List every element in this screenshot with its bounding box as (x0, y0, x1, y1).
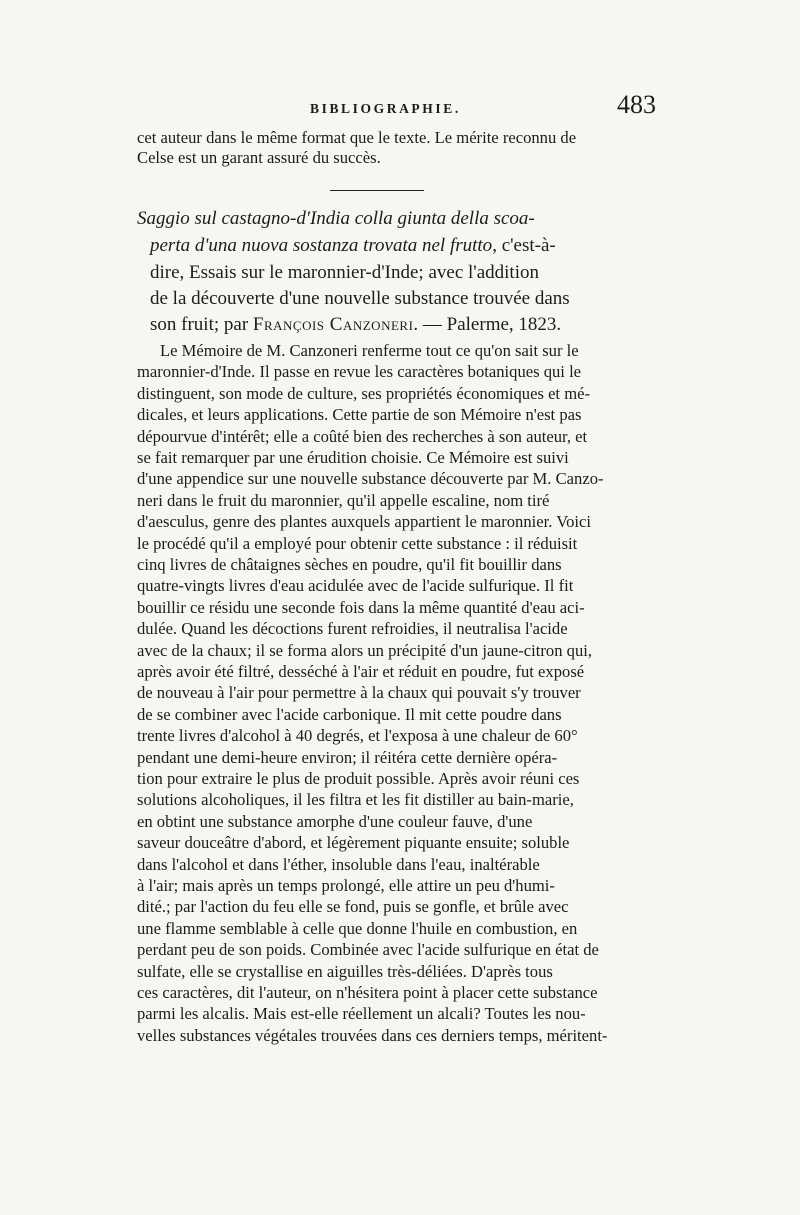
title-text: . — Palerme, 1823. (413, 314, 562, 335)
body-line: trente livres d'alcohol à 40 degrés, et l'exposa à une chaleur de 60° (137, 726, 578, 746)
title-line (150, 234, 556, 258)
body-line: de nouveau à l'air pour permettre à la chaux qui pouvait s'y trouver (137, 683, 581, 703)
body-line: sulfate, elle se crystallise en aiguilles très-déliées. D'après tous (137, 961, 553, 981)
body-line: bouillir ce résidu une seconde fois dans la même quantité d'eau aci- (137, 597, 585, 617)
body-line: neri dans le fruit du maronnier, qu'il appelle escaline, nom tiré (137, 490, 550, 510)
title-italic: perta d'una nuova sostanza trovata nel frutto (150, 235, 493, 256)
body-line: solutions alcoholiques, il les filtra et les fit distiller au bain-marie, (137, 790, 574, 810)
body-line: pendant une demi-heure environ; il réitéra cette dernière opéra- (137, 747, 558, 767)
body-line: tion pour extraire le plus de produit possible. Après avoir réuni ces (137, 769, 580, 788)
body-line: de se combiner avec l'acide carbonique. Il mit cette poudre dans (137, 704, 562, 724)
body-line: se fait remarquer par une érudition choisie. Ce Mémoire est suivi (137, 448, 569, 467)
body-line: dépourvue d'intérêt; elle a coûté bien des recherches à son auteur, et (137, 426, 588, 446)
body-line: en obtint une substance amorphe d'une couleur fauve, d'une (137, 811, 533, 831)
intro-line: Celse est un garant assuré du succès. (137, 148, 381, 167)
body-line: avec de la chaux; il se forma alors un précipité d'un jaune-citron qui, (137, 640, 592, 660)
body-line: cinq livres de châtaignes sèches en poudre, qu'il fit bouillir dans (137, 555, 562, 574)
title-line (150, 313, 561, 337)
page-number: 483 (617, 90, 656, 119)
body-line: Le Mémoire de M. Canzoneri renferme tout ce qu'on sait sur le (160, 341, 579, 360)
title-text: son fruit; par (150, 314, 253, 335)
body-line: quatre-vingts livres d'eau acidulée avec de l'acide sulfurique. Il fit (137, 576, 574, 596)
section-divider (330, 190, 424, 191)
body-line: à l'air; mais après un temps prolongé, elle attire un peu d'humi- (137, 876, 555, 895)
author-name: François Canzoneri (252, 314, 414, 335)
title-line: de la découverte d'une nouvelle substance trouvée dans (150, 288, 570, 309)
body-line: dans l'alcohol et dans l'éther, insoluble dans l'eau, inaltérable (137, 854, 540, 874)
body-line: parmi les alcalis. Mais est-elle réellement un alcali? Toutes les nou- (137, 1004, 586, 1024)
intro-line: cet auteur dans le même format que le texte. Le mérite reconnu de (137, 128, 577, 147)
title-line: Saggio sul castagno-d'India colla giunta della scoa- (137, 208, 535, 229)
body-line: dulée. Quand les décoctions furent refroidies, il neutralisa l'acide (137, 619, 568, 639)
body-line: le procédé qu'il a employé pour obtenir cette substance : il réduisit (137, 533, 578, 553)
body-line: après avoir été filtré, desséché à l'air et réduit en poudre, fut exposé (137, 662, 585, 681)
running-head: BIBLIOGRAPHIE. (310, 101, 461, 116)
body-line: perdant peu de son poids. Combinée avec l'acide sulfurique en état de (137, 940, 599, 960)
body-line: distinguent, son mode de culture, ses propriétés économiques et mé- (137, 383, 590, 403)
body-line: dité.; par l'action du feu elle se fond, puis se gonfle, et brûle avec (137, 897, 569, 917)
body-line: d'aesculus, genre des plantes auxquels appartient le maronnier. Voici (137, 512, 591, 532)
body-line: velles substances végétales trouvées dans ces derniers temps, méritent- (137, 1025, 608, 1045)
title-line: dire, Essais sur le maronnier-d'Inde; avec l'addition (150, 262, 539, 283)
body-line: d'une appendice sur une nouvelle substance découverte par M. Canzo- (137, 469, 604, 489)
title-text: , c'est-à- (492, 235, 556, 256)
body-line: dicales, et leurs applications. Cette partie de son Mémoire n'est pas (137, 405, 582, 425)
body-line: une flamme semblable à celle que donne l'huile en combustion, en (137, 918, 578, 938)
body-line: maronnier-d'Inde. Il passe en revue les caractères botaniques qui le (137, 362, 582, 382)
body-line: saveur douceâtre d'abord, et légèrement piquante ensuite; soluble (137, 833, 570, 853)
body-line: ces caractères, dit l'auteur, on n'hésitera point à placer cette substance (137, 983, 598, 1002)
